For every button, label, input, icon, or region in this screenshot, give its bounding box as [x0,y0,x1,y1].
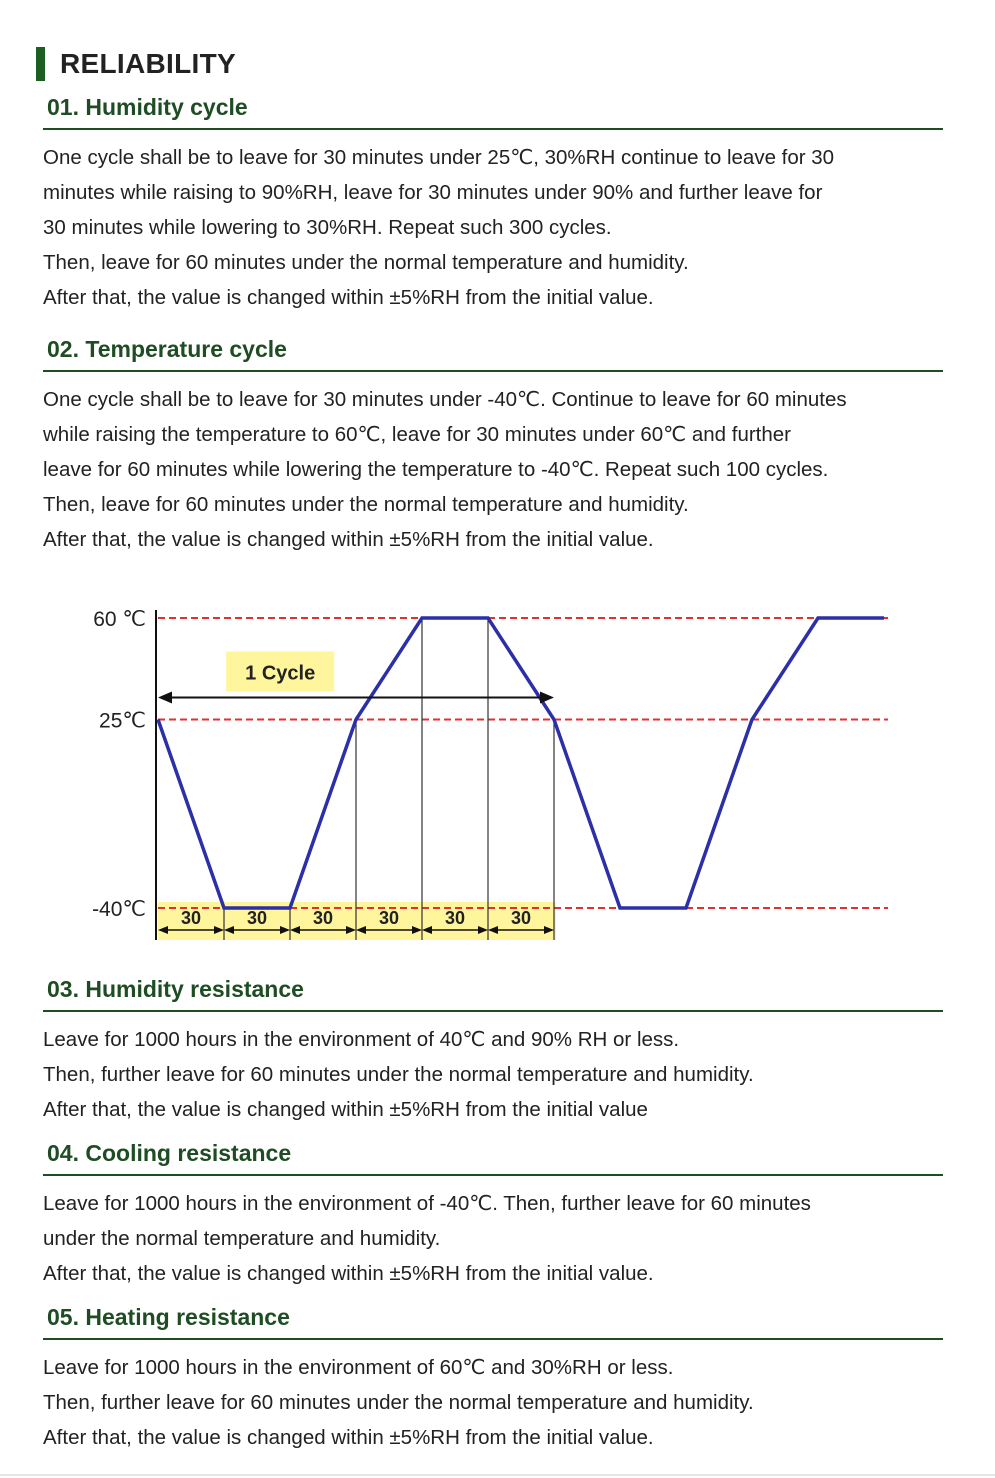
segment-label: 30 [444,908,466,928]
y-tick-label: 25℃ [99,709,146,733]
section-heading-heating-resistance [43,1302,943,1340]
body-line: leave for 60 minutes while lowering the temperature to -40℃. Repeat such 100 cycles. [43,458,829,481]
section-body-temperature-cycle [43,382,948,557]
body-line: Then, further leave for 60 minutes under the normal temperature and humidity. [43,1063,754,1086]
section-body-humidity-resistance [43,1022,948,1127]
segment-label: 30 [510,908,532,928]
body-line: while raising the temperature to 60℃, leave for 30 minutes under 60℃ and further [43,423,792,446]
y-tick-label: 60 ℃ [93,608,146,631]
title-accent-bar [36,47,45,81]
section-heading-temperature-cycle [43,334,943,372]
body-line: After that, the value is changed within ±5%RH from the initial value. [43,528,654,551]
segment-label: 30 [246,908,268,928]
body-line: Leave for 1000 hours in the environment of -40℃. Then, further leave for 60 minutes [43,1192,811,1215]
section-heading-text: 02. Temperature cycle [47,336,287,362]
page-title-text: RELIABILITY [60,48,236,79]
section-body-heating-resistance [43,1350,948,1455]
section-heading-text: 01. Humidity cycle [47,94,248,120]
section-heading-text: 03. Humidity resistance [47,976,304,1002]
section-heading-text: 05. Heating resistance [47,1304,290,1330]
body-line: Leave for 1000 hours in the environment of 60℃ and 30%RH or less. [43,1356,674,1379]
body-line: under the normal temperature and humidity. [43,1227,441,1250]
body-line: One cycle shall be to leave for 30 minutes under 25℃, 30%RH continue to leave for 30 [43,146,835,169]
section-body-cooling-resistance [43,1186,948,1291]
footer-divider [0,1474,995,1476]
section-heading-humidity-resistance [43,974,943,1012]
segment-label: 30 [312,908,334,928]
body-line: Then, leave for 60 minutes under the normal temperature and humidity. [43,493,689,516]
segment-label: 30 [378,908,400,928]
cycle-label: 1 Cycle [245,662,316,685]
temperature-cycle-chart [70,588,910,948]
cycle-arrow-head-right [540,692,554,704]
body-line: After that, the value is changed within ±5%RH from the initial value. [43,1426,654,1449]
body-line: Then, leave for 60 minutes under the normal temperature and humidity. [43,251,689,274]
section-body-humidity-cycle [43,140,948,315]
body-line: After that, the value is changed within ±5%RH from the initial value [43,1098,648,1121]
body-line: minutes while raising to 90%RH, leave for 30 minutes under 90% and further leave for [43,181,823,204]
body-line: 30 minutes while lowering to 30%RH. Repeat such 300 cycles. [43,216,612,239]
body-line: After that, the value is changed within ±5%RH from the initial value. [43,1262,654,1285]
body-line: Then, further leave for 60 minutes under the normal temperature and humidity. [43,1391,754,1414]
section-heading-text: 04. Cooling resistance [47,1140,292,1166]
page-title [36,46,236,82]
body-line: One cycle shall be to leave for 30 minutes under -40℃. Continue to leave for 60 minutes [43,388,847,411]
y-tick-label: -40℃ [92,898,146,921]
cycle-arrow-head-left [158,692,172,704]
body-line: After that, the value is changed within ±5%RH from the initial value. [43,286,654,309]
section-heading-cooling-resistance [43,1138,943,1176]
section-heading-humidity-cycle [43,92,943,130]
segment-label: 30 [180,908,202,928]
body-line: Leave for 1000 hours in the environment of 40℃ and 90% RH or less. [43,1028,680,1051]
